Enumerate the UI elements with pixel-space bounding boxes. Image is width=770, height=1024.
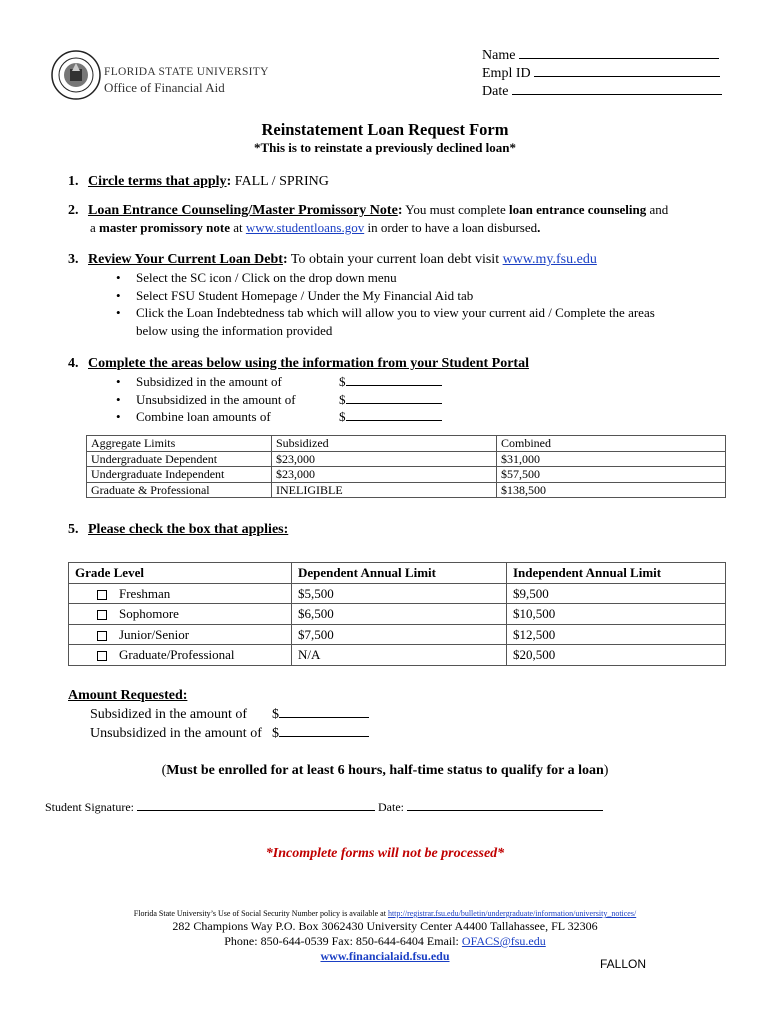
checkbox-icon[interactable] [97,631,107,641]
subsidized-amount-field[interactable]: • Subsidized in the amount of $ [136,373,728,391]
sophomore-checkbox[interactable]: Sophomore [69,604,292,625]
myfsu-link[interactable]: www.my.fsu.edu [502,252,597,267]
freshman-checkbox[interactable]: Freshman [69,583,292,604]
footer-website[interactable]: www.financialaid.fsu.edu [320,949,450,963]
list-item: • Select the SC icon / Click on the drop down menu [116,270,397,285]
section-5: 5. Please check the box that applies: [68,522,289,537]
signature-line[interactable]: Student Signature: Date: [45,800,603,815]
section-1: 1. Circle terms that apply: FALL / SPRING [68,174,329,189]
page-subtitle: *This is to reinstate a previously declined loan* [253,140,517,155]
table-row: Sophomore $6,500 $10,500 [69,604,726,625]
list-item: below using the information provided [136,322,333,338]
table-row: Undergraduate Independent $23,000 $57,500 [87,467,726,483]
checkbox-icon[interactable] [97,610,107,620]
fsu-seal [51,50,101,100]
empl-id-field[interactable]: Empl ID [482,65,722,83]
section-4: 4. Complete the areas below using the information from your Student Portal • Subsidized in the amount of $ • Unsubsidized in the amount of $ • Combine loan amounts of $ [68,356,728,426]
aggregate-limits-table [86,435,726,498]
table-row: Graduate & Professional INELIGIBLE $138,500 [87,482,726,498]
fallon-label: FALLON [600,957,647,971]
enrollment-note: (Must be enrolled for at least 6 hours, half-time status to qualify for a loan) [161,763,609,778]
checkbox-icon[interactable] [97,590,107,600]
incomplete-warning: *Incomplete forms will not be processed* [265,846,505,861]
table-row: Grade Level Dependent Annual Limit Independent Annual Limit [69,563,726,584]
footer-contact: Phone: 850-644-0539 Fax: 850-644-6404 Email: OFACS@fsu.edu [224,934,546,948]
checkbox-icon[interactable] [97,651,107,661]
section-2: 2. Loan Entrance Counseling/Master Promissory Note: You must complete loan entrance counseling and a master promissory note at www.studentloans.gov in order to have a loan disbursed. [68,202,669,235]
graduate-professional-checkbox[interactable]: Graduate/Professional [69,645,292,666]
university-name: FLORIDA STATE UNIVERSITY [104,66,269,78]
ssn-policy: Florida State University’s Use of Social Security Number policy is available at http://registrar.fsu.edu/bulletin/undergraduate/information/university_notices/ [133,909,637,918]
amount-unsubsidized-field[interactable]: Unsubsidized in the amount of $ [68,724,369,743]
list-item: • Select FSU Student Homepage / Under the My Financial Aid tab [116,287,474,303]
section-3: 3. Review Your Current Loan Debt: To obtain your current loan debt visit www.my.fsu.edu • Select the SC icon / Click on the drop down menu • Select FSU Student Homepage / Under the My Financial Aid tab • Click the Loan Indebtedness tab which will allow you to view your current aid / Complete the areas below using the information provided [68,252,728,339]
amount-requested [68,686,369,743]
studentloans-link[interactable]: www.studentloans.gov [245,220,365,235]
name-field[interactable]: Name [482,47,722,65]
table-row: Aggregate Limits Subsidized Combined [87,436,726,452]
signature-date-label: Date: [378,800,404,814]
office-name: Office of Financial Aid [104,80,225,95]
section-1-label: Circle terms that apply [88,174,227,189]
table-row: Junior/Senior $7,500 $12,500 [69,624,726,645]
table-row: Freshman $5,500 $9,500 [69,583,726,604]
unsubsidized-amount-field[interactable]: • Unsubsidized in the amount of $ [136,391,728,409]
table-row: Graduate/Professional N/A $20,500 [69,645,726,666]
combined-amount-field[interactable]: • Combine loan amounts of $ [136,408,728,426]
terms-text[interactable]: FALL / SPRING [234,174,329,189]
junior-senior-checkbox[interactable]: Junior/Senior [69,624,292,645]
date-field[interactable]: Date [482,83,722,101]
page-title: Reinstatement Loan Request Form [261,120,509,139]
footer-address: 282 Champions Way P.O. Box 3062430 University Center A4400 Tallahassee, FL 32306 [172,919,598,933]
amount-subsidized-field[interactable]: Subsidized in the amount of $ [68,705,369,724]
table-row: Undergraduate Dependent $23,000 $31,000 [87,451,726,467]
grade-level-table [68,562,726,666]
email-link[interactable]: OFACS@fsu.edu [461,934,546,948]
amount-requested-title: Amount Requested: [68,688,188,703]
ssn-policy-link[interactable]: http://registrar.fsu.edu/bulletin/undergraduate/information/university_notices/ [387,909,637,918]
list-item: • Click the Loan Indebtedness tab which will allow you to view your current aid / Complete the areas [116,305,655,320]
